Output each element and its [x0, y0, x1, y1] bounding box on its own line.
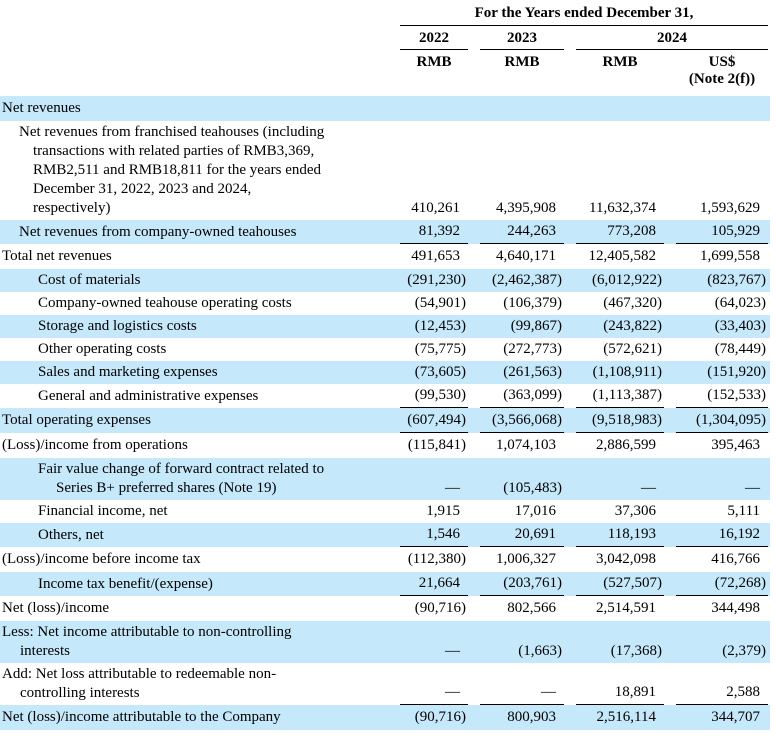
value-text: 410,261 — [411, 200, 460, 216]
row-label — [0, 547, 390, 572]
value-cell — [666, 244, 770, 269]
value-text: (1,663) — [518, 643, 562, 659]
row-label-text: Total net revenues — [2, 248, 112, 264]
value-text: 416,766 — [711, 551, 761, 567]
value-text: 4,640,171 — [496, 248, 556, 264]
value-text: 491,653 — [411, 248, 460, 264]
row-label-text: Total operating expenses — [2, 412, 151, 428]
value-text: 395,463 — [711, 437, 761, 453]
value-cell — [470, 408, 566, 433]
value-cell — [390, 500, 470, 523]
value-cell — [566, 500, 666, 523]
row-label — [0, 315, 390, 338]
value-text: (6,012,922) — [592, 272, 662, 288]
value-cell — [390, 96, 470, 121]
row-label-text: Storage and logistics costs — [38, 318, 197, 334]
row-label-text: General and administrative expenses — [38, 388, 259, 404]
value-cell — [566, 121, 666, 220]
value-text: (90,716) — [414, 600, 466, 616]
header-spacer — [0, 0, 390, 26]
value-cell — [566, 596, 666, 621]
value-text: (54,901) — [414, 295, 466, 311]
value-cell — [566, 292, 666, 315]
row-label — [0, 572, 390, 596]
table-row — [0, 244, 770, 269]
value-cell — [566, 705, 666, 730]
value-text: (64,023) — [714, 295, 767, 311]
value-text: — — [445, 643, 460, 659]
row-label-text: Financial income, net — [38, 503, 168, 519]
table-row — [0, 269, 770, 292]
value-cell — [470, 458, 566, 500]
value-cell — [470, 705, 566, 730]
value-text: (90,716) — [414, 709, 466, 725]
value-cell — [470, 547, 566, 572]
value-cell — [470, 269, 566, 292]
row-label — [0, 408, 390, 433]
year-header-row — [0, 26, 770, 50]
usd-note: (Note 2(f)) — [688, 71, 756, 87]
value-cell — [566, 315, 666, 338]
table-row — [0, 121, 770, 220]
currency-header-row — [0, 50, 770, 96]
row-label — [0, 663, 390, 705]
row-label-text: Sales and marketing expenses — [38, 364, 218, 380]
value-text: 1,006,327 — [496, 551, 556, 567]
table-body — [0, 96, 770, 730]
value-cell — [390, 663, 470, 705]
row-label-text: Cost of materials — [38, 272, 141, 288]
value-text: (3,566,068) — [480, 411, 564, 433]
value-cell — [390, 523, 470, 547]
value-text: (73,605) — [414, 364, 466, 380]
value-cell — [390, 705, 470, 730]
table-row — [0, 663, 770, 705]
value-text: (33,403) — [714, 318, 767, 334]
table-row — [0, 96, 770, 121]
usd-label: US$ — [708, 54, 736, 70]
value-text: (105,483) — [503, 480, 562, 496]
value-cell — [470, 596, 566, 621]
value-text: (152,533) — [676, 386, 768, 408]
value-cell — [390, 621, 470, 663]
value-text: (9,518,983) — [576, 411, 664, 433]
value-cell — [390, 269, 470, 292]
value-text — [676, 99, 768, 118]
table-row — [0, 433, 770, 458]
value-text: 1,074,103 — [496, 437, 556, 453]
value-cell — [566, 338, 666, 361]
value-text: (1,113,387) — [576, 386, 664, 408]
value-cell — [666, 292, 770, 315]
table-row — [0, 705, 770, 730]
value-text: 2,516,114 — [596, 709, 656, 725]
table-row — [0, 500, 770, 523]
year-label: 2024 — [576, 29, 768, 50]
value-cell — [666, 408, 770, 433]
value-cell — [566, 269, 666, 292]
row-label-text: Fair value change of forward contract related to Series B+ preferred shares (Note 19) — [38, 461, 325, 496]
value-cell — [390, 292, 470, 315]
row-label-text: Others, net — [38, 527, 104, 543]
value-text — [576, 99, 664, 118]
row-label-text: Net revenues from company-owned teahouses — [19, 224, 297, 240]
value-text: 2,514,591 — [596, 600, 656, 616]
value-cell — [566, 361, 666, 384]
row-label-text: Company-owned teahouse operating costs — [38, 295, 292, 311]
value-text: — — [745, 480, 761, 496]
table-row — [0, 315, 770, 338]
value-cell — [470, 621, 566, 663]
table-row — [0, 596, 770, 621]
table-row — [0, 523, 770, 547]
value-cell — [470, 663, 566, 705]
value-cell — [666, 572, 770, 596]
year-column-2024 — [566, 26, 770, 50]
table-row — [0, 220, 770, 244]
value-cell — [666, 338, 770, 361]
value-cell — [566, 220, 666, 244]
row-label — [0, 220, 390, 244]
value-text: 802,566 — [507, 600, 556, 616]
year-column-2023 — [470, 26, 566, 50]
table-row — [0, 547, 770, 572]
table-row — [0, 621, 770, 663]
value-text: (2,379) — [722, 643, 767, 659]
value-text: (467,320) — [603, 295, 662, 311]
value-cell — [390, 596, 470, 621]
value-text: 118,193 — [576, 525, 664, 547]
row-label-text: Other operating costs — [38, 341, 167, 357]
row-label — [0, 523, 390, 547]
value-text: 2,588 — [676, 683, 768, 705]
value-text: (12,453) — [414, 318, 466, 334]
value-cell — [566, 547, 666, 572]
value-text: (607,494) — [400, 411, 468, 433]
row-label — [0, 621, 390, 663]
value-cell — [390, 244, 470, 269]
row-label — [0, 458, 390, 500]
value-text: 3,042,098 — [596, 551, 656, 567]
row-label-text: Less: Net income attributable to non-controlling interests — [2, 624, 292, 659]
value-cell — [666, 663, 770, 705]
row-label-text: Net (loss)/income attributable to the Company — [2, 709, 281, 725]
value-text: 17,016 — [514, 503, 556, 519]
value-cell — [470, 292, 566, 315]
value-cell — [566, 384, 666, 408]
value-text: 81,392 — [400, 222, 468, 244]
value-cell — [390, 384, 470, 408]
row-label-text: Net revenues from franchised teahouses (including transactions with related parties of RMB3,369, RMB2,511 and RMB18,811 for the years ended December 31, 2022, 2023 and 2024, respectively) — [19, 124, 325, 216]
value-text: (363,099) — [480, 386, 564, 408]
value-text: (243,822) — [603, 318, 662, 334]
value-cell — [666, 500, 770, 523]
year-label: 2022 — [400, 29, 468, 50]
row-label-text: Add: Net loss attributable to redeemable non- controlling interests — [2, 666, 277, 701]
value-cell — [390, 121, 470, 220]
value-text: (75,775) — [414, 341, 466, 357]
header-spacer — [0, 50, 390, 96]
unit-rmb-2022: RMB — [416, 54, 452, 70]
row-label — [0, 596, 390, 621]
value-cell — [666, 315, 770, 338]
value-cell — [470, 121, 566, 220]
value-text: (1,108,911) — [592, 364, 662, 380]
value-text: (823,767) — [707, 272, 767, 288]
table-row — [0, 361, 770, 384]
value-text: 344,707 — [711, 709, 761, 725]
row-label — [0, 361, 390, 384]
year-column-2022 — [390, 26, 470, 50]
value-text: — — [480, 683, 564, 705]
value-cell — [666, 220, 770, 244]
value-text: (1,304,095) — [676, 411, 768, 433]
value-text: (106,379) — [503, 295, 562, 311]
value-text: 11,632,374 — [589, 200, 656, 216]
value-text: (203,761) — [480, 574, 564, 596]
table-header — [0, 0, 770, 96]
unit-rmb-2024: RMB — [602, 54, 638, 70]
table-row — [0, 408, 770, 433]
value-cell — [666, 596, 770, 621]
value-cell — [390, 220, 470, 244]
value-cell — [566, 458, 666, 500]
value-text: 16,192 — [676, 525, 768, 547]
table-row — [0, 572, 770, 596]
value-text: (272,773) — [503, 341, 562, 357]
value-text: — — [445, 480, 460, 496]
value-cell — [470, 244, 566, 269]
value-text: 344,498 — [711, 600, 761, 616]
row-label — [0, 338, 390, 361]
value-cell — [566, 96, 666, 121]
value-cell — [566, 523, 666, 547]
value-cell — [470, 384, 566, 408]
value-text: — — [641, 480, 656, 496]
value-cell — [666, 433, 770, 458]
row-label — [0, 269, 390, 292]
row-label — [0, 500, 390, 523]
value-cell — [566, 572, 666, 596]
row-label — [0, 433, 390, 458]
period-header — [390, 0, 770, 26]
value-text: (572,621) — [603, 341, 662, 357]
row-label-text: Income tax benefit/(expense) — [38, 576, 213, 592]
value-text: 5,111 — [727, 503, 761, 519]
value-cell — [566, 408, 666, 433]
table-row — [0, 292, 770, 315]
value-cell — [666, 621, 770, 663]
value-cell — [566, 433, 666, 458]
row-label-text: (Loss)/income from operations — [2, 437, 188, 453]
value-cell — [666, 547, 770, 572]
value-text: 1,915 — [426, 503, 460, 519]
value-text: 2,886,599 — [596, 437, 656, 453]
value-cell — [666, 269, 770, 292]
value-text: (291,230) — [407, 272, 466, 288]
value-text: 1,546 — [400, 525, 468, 547]
period-header-label: For the Years ended December 31, — [400, 4, 768, 26]
value-text: (78,449) — [714, 341, 767, 357]
value-cell — [470, 500, 566, 523]
value-text: 4,395,908 — [496, 200, 556, 216]
value-cell — [390, 547, 470, 572]
row-label — [0, 384, 390, 408]
value-text: (112,380) — [407, 551, 466, 567]
value-cell — [566, 663, 666, 705]
value-text: 1,593,629 — [700, 200, 761, 216]
unit-rmb-2023: RMB — [504, 54, 540, 70]
unit-usd — [666, 50, 770, 96]
value-text: 20,691 — [480, 525, 564, 547]
row-label — [0, 121, 390, 220]
value-text: (72,268) — [676, 574, 768, 596]
value-cell — [666, 523, 770, 547]
value-cell — [470, 96, 566, 121]
value-text: (527,507) — [576, 574, 664, 596]
value-cell — [666, 705, 770, 730]
row-label-text: Net revenues — [2, 100, 81, 116]
value-cell — [666, 384, 770, 408]
value-text: 773,208 — [576, 222, 664, 244]
value-text — [480, 99, 564, 118]
value-text: (99,530) — [400, 386, 468, 408]
value-cell — [666, 96, 770, 121]
value-cell — [470, 433, 566, 458]
value-text — [400, 99, 468, 118]
value-text: (115,841) — [407, 437, 466, 453]
value-cell — [390, 361, 470, 384]
row-label — [0, 292, 390, 315]
value-cell — [566, 621, 666, 663]
row-label — [0, 705, 390, 730]
value-cell — [390, 572, 470, 596]
period-header-row — [0, 0, 770, 26]
year-label: 2023 — [480, 29, 564, 50]
header-spacer — [0, 26, 390, 50]
value-cell — [390, 315, 470, 338]
value-cell — [390, 338, 470, 361]
value-cell — [390, 433, 470, 458]
value-cell — [666, 121, 770, 220]
value-cell — [566, 244, 666, 269]
value-cell — [470, 220, 566, 244]
value-cell — [666, 458, 770, 500]
value-cell — [390, 408, 470, 433]
value-text: 244,263 — [480, 222, 564, 244]
value-text: (99,867) — [510, 318, 562, 334]
value-cell — [470, 572, 566, 596]
row-label-text: (Loss)/income before income tax — [2, 551, 201, 567]
row-label-text: Net (loss)/income — [2, 600, 110, 616]
value-text: 18,891 — [576, 683, 664, 705]
value-text: (17,368) — [610, 643, 662, 659]
row-label — [0, 96, 390, 121]
value-text: 21,664 — [400, 574, 468, 596]
value-text: — — [400, 683, 468, 705]
value-cell — [666, 361, 770, 384]
value-text: 37,306 — [614, 503, 656, 519]
value-text: 800,903 — [507, 709, 556, 725]
value-cell — [470, 361, 566, 384]
table-row — [0, 384, 770, 408]
table-row — [0, 458, 770, 500]
value-text: (151,920) — [707, 364, 767, 380]
row-label — [0, 244, 390, 269]
value-text: 105,929 — [676, 222, 768, 244]
value-cell — [470, 315, 566, 338]
value-cell — [390, 458, 470, 500]
table-row — [0, 338, 770, 361]
value-text: 12,405,582 — [588, 248, 656, 264]
value-cell — [470, 338, 566, 361]
value-text: (2,462,387) — [492, 272, 562, 288]
value-text: 1,699,558 — [700, 248, 761, 264]
value-text: (261,563) — [503, 364, 562, 380]
value-cell — [470, 523, 566, 547]
